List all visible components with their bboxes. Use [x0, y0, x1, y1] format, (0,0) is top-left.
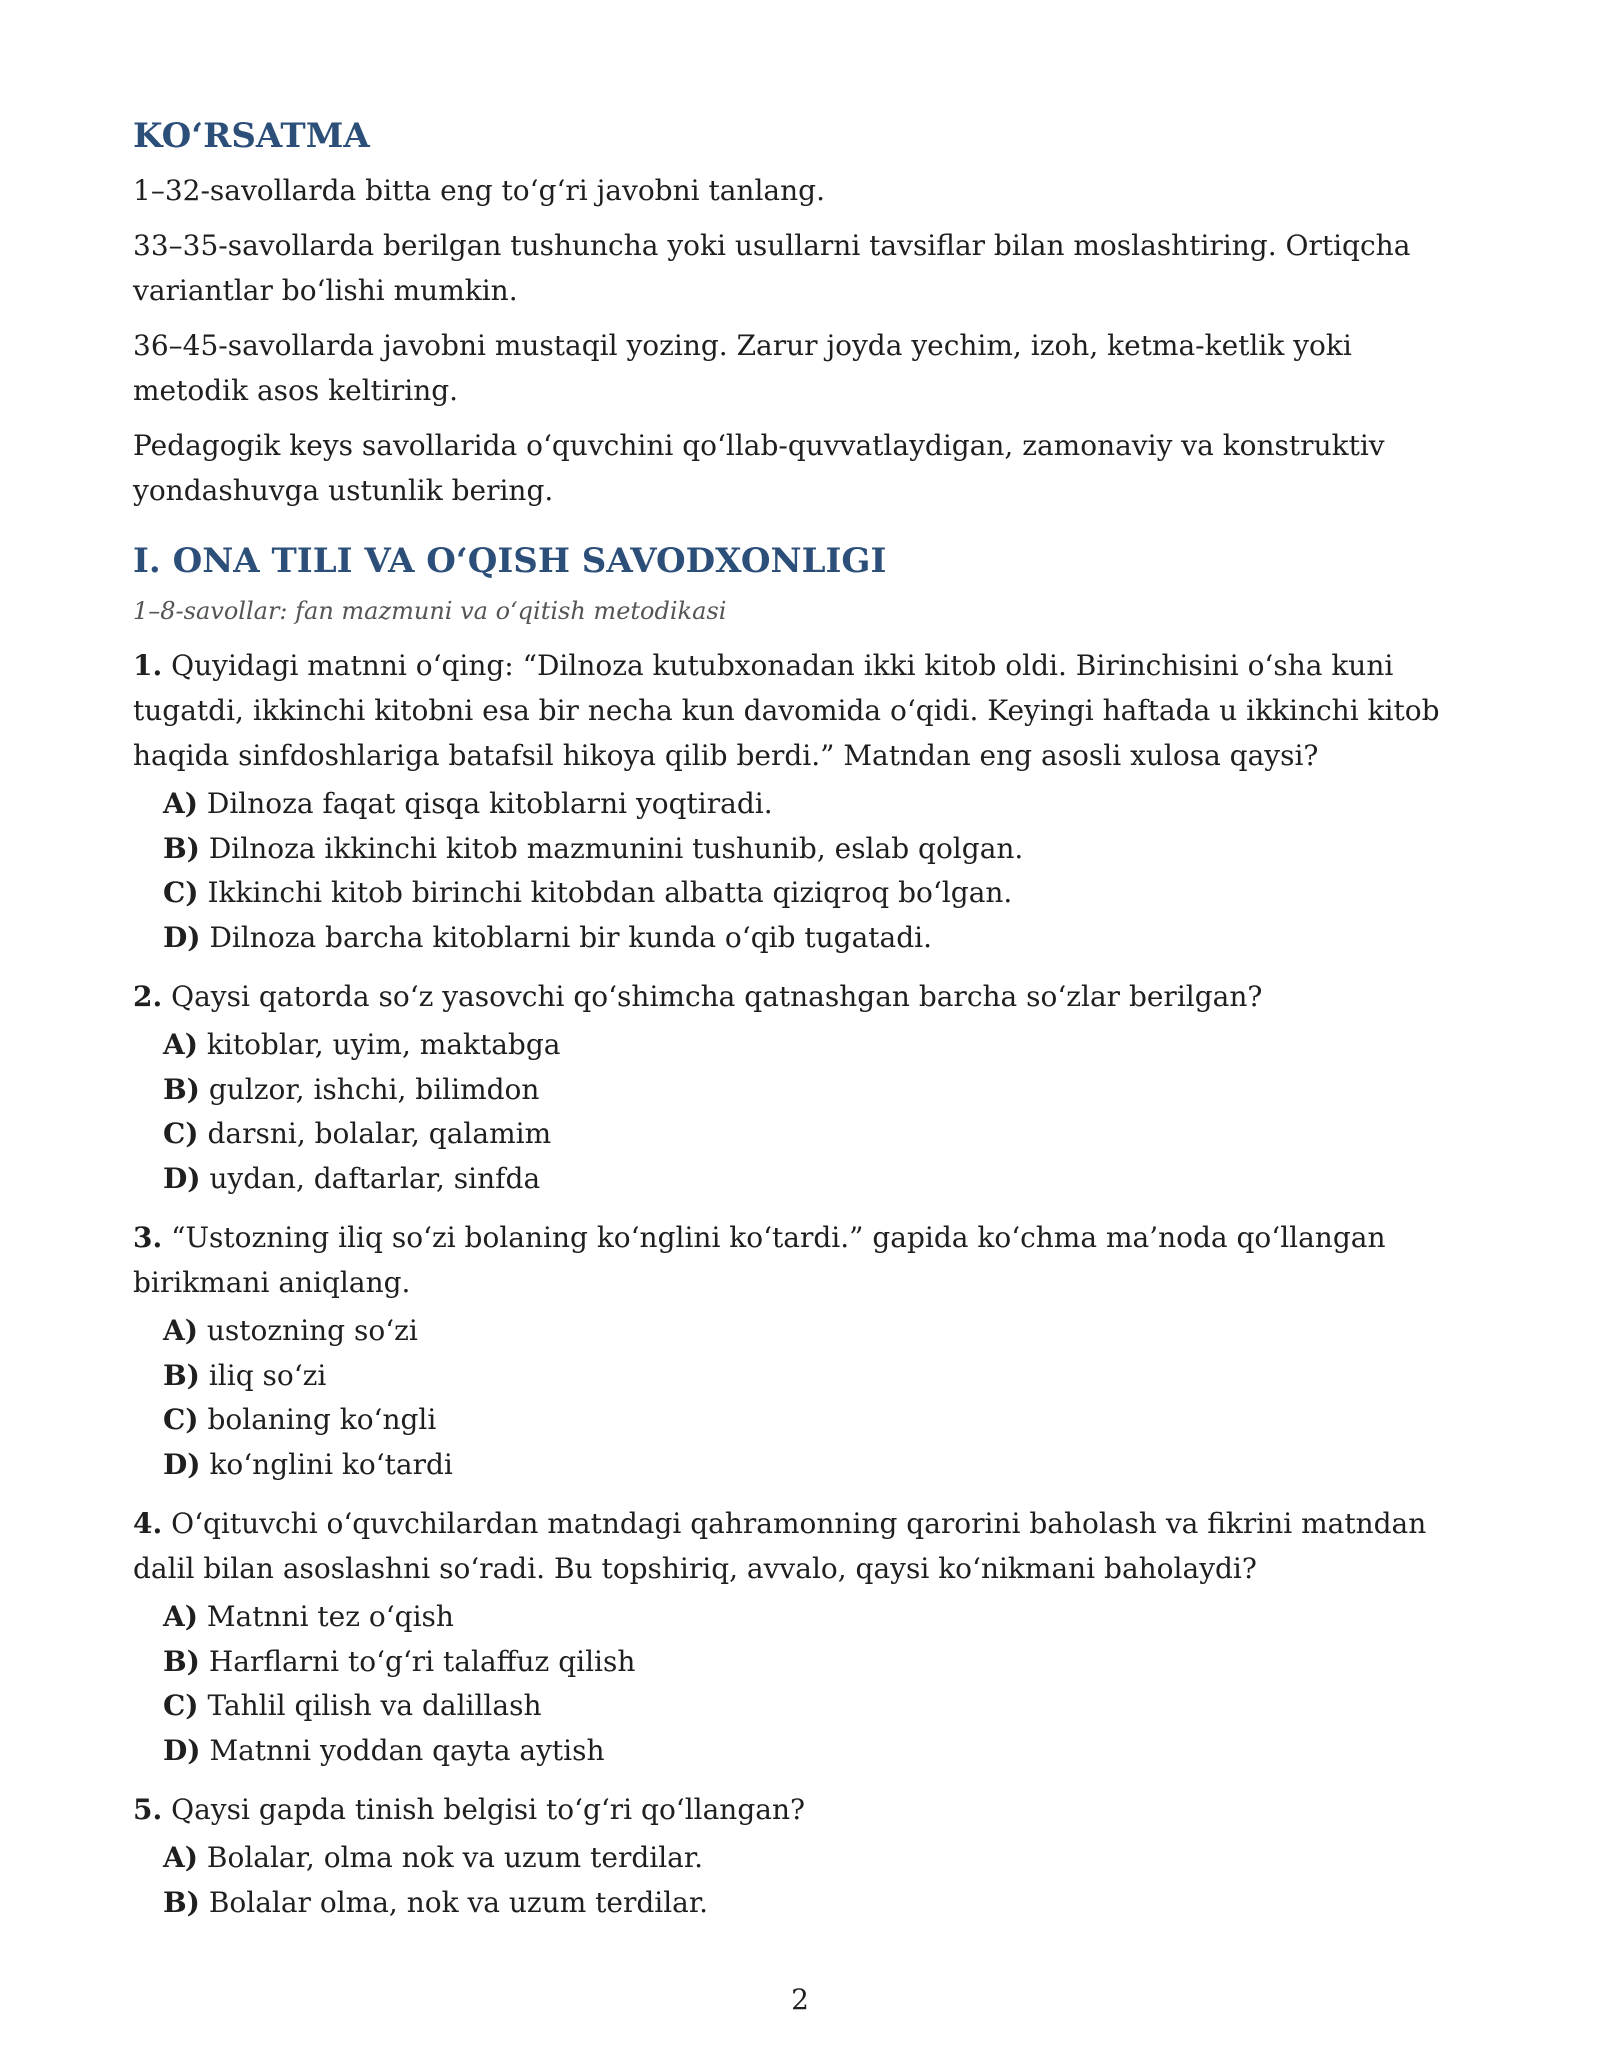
option-b[interactable]: [163, 827, 1463, 872]
option-letter: A): [163, 1314, 198, 1347]
question-body: Qaysi gapda tinish belgisi to‘g‘ri qo‘llangan?: [171, 1793, 805, 1826]
option-a[interactable]: [163, 1836, 1463, 1881]
option-letter: A): [163, 1028, 198, 1061]
instruction-line: 36–45-savollarda javobni mustaqil yozing. Zarur joyda yechim, izoh, ketma-ketlik yoki metodik asos keltiring.: [133, 329, 1352, 407]
question-number: 5.: [133, 1793, 163, 1826]
question-body: Quyidagi matnni o‘qing: “Dilnoza kutubxonadan ikki kitob oldi. Birinchisini o‘sha kuni tugatdi, ikkinchi kitobni esa bir necha kun davomida o‘qidi. Keyingi haftada u ikkinchi kitob haqida sinfdoshlariga batafsil hikoya qilib berdi.” Matndan eng asosli xulosa qaysi?: [133, 649, 1440, 772]
option-b[interactable]: [163, 1354, 1463, 1399]
question-number: 3.: [133, 1221, 163, 1254]
question-3: [133, 1215, 1463, 1487]
options-list: [133, 1836, 1463, 1925]
section-title: I. ONA TILI VA O‘QISH SAVODXONLIGI: [133, 541, 887, 581]
document-page: [133, 112, 1463, 1939]
option-b[interactable]: [163, 1881, 1463, 1926]
option-letter: A): [163, 787, 198, 820]
question-number: 1.: [133, 649, 163, 682]
question-body: “Ustozning iliq so‘zi bolaning ko‘nglini ko‘tardi.” gapida ko‘chma ma’noda qo‘llangan birikmani aniqlang.: [133, 1221, 1386, 1299]
option-d[interactable]: [163, 916, 1463, 961]
option-d[interactable]: [163, 1729, 1463, 1774]
option-a[interactable]: [163, 1595, 1463, 1640]
question-1: [133, 643, 1463, 960]
instruction-line: Pedagogik keys savollarida o‘quvchini qo‘llab-quvvatlaydigan, zamonaviy va konstruktiv yondashuvga ustunlik bering.: [133, 429, 1385, 507]
option-text: Dilnoza barcha kitoblarni bir kunda o‘qib tugatadi.: [209, 920, 933, 954]
option-text: Bolalar, olma nok va uzum terdilar.: [206, 1841, 704, 1874]
question-body: O‘qituvchi o‘quvchilardan matndagi qahramonning qarorini baholash va fikrini matndan dalil bilan asoslashni so‘radi. Bu topshiriq, avvalo, qaysi ko‘nikmani baholaydi?: [133, 1507, 1427, 1585]
question-text: [133, 1787, 1463, 1832]
option-text: Ikkinchi kitob birinchi kitobdan albatta qiziqroq bo‘lgan.: [207, 876, 1013, 909]
option-b[interactable]: [163, 1640, 1463, 1685]
option-a[interactable]: [163, 782, 1463, 827]
option-letter: A): [163, 1841, 198, 1874]
question-4: [133, 1501, 1463, 1773]
instruction-line: 1–32-savollarda bitta eng to‘g‘ri javobni tanlang.: [133, 174, 825, 207]
option-text: ustozning so‘zi: [206, 1314, 418, 1347]
option-c[interactable]: [163, 1112, 1463, 1157]
option-text: Bolalar olma, nok va uzum terdilar.: [208, 1885, 709, 1919]
instruction-line: 33–35-savollarda berilgan tushuncha yoki usullarni tavsiflar bilan moslashtiring. Ortiqcha variantlar bo‘lishi mumkin.: [133, 229, 1411, 307]
option-text: darsni, bolalar, qalamim: [207, 1117, 552, 1150]
option-letter: C): [163, 1117, 199, 1150]
option-b[interactable]: [163, 1068, 1463, 1113]
question-text: [133, 1501, 1463, 1591]
option-letter: B): [163, 1885, 200, 1919]
option-letter: D): [163, 1161, 201, 1195]
question-text: [133, 643, 1463, 778]
option-text: Harflarni to‘g‘ri talaffuz qilish: [208, 1644, 636, 1678]
option-letter: B): [163, 1644, 200, 1678]
option-letter: C): [163, 876, 199, 909]
option-letter: C): [163, 1689, 199, 1722]
options-list: [133, 782, 1463, 960]
question-number: 4.: [133, 1507, 163, 1540]
option-text: ko‘nglini ko‘tardi: [209, 1447, 453, 1481]
option-text: uydan, daftarlar, sinfda: [209, 1161, 541, 1195]
page-number: 2: [791, 1983, 809, 2016]
option-letter: A): [163, 1600, 198, 1633]
question-5: [133, 1787, 1463, 1925]
option-text: iliq so‘zi: [208, 1358, 327, 1392]
options-list: [133, 1309, 1463, 1487]
option-c[interactable]: [163, 1398, 1463, 1443]
option-letter: B): [163, 831, 200, 865]
option-text: Dilnoza ikkinchi kitob mazmunini tushunib, eslab qolgan.: [208, 831, 1024, 865]
option-letter: B): [163, 1072, 200, 1106]
option-text: gulzor, ishchi, bilimdon: [208, 1072, 540, 1106]
question-number: 2.: [133, 980, 163, 1013]
option-a[interactable]: [163, 1023, 1463, 1068]
option-letter: B): [163, 1358, 200, 1392]
option-letter: D): [163, 1447, 201, 1481]
option-d[interactable]: [163, 1157, 1463, 1202]
option-letter: D): [163, 1733, 201, 1767]
option-text: Matnni tez o‘qish: [206, 1600, 454, 1633]
options-list: [133, 1023, 1463, 1201]
instructions-title: KO‘RSATMA: [133, 116, 370, 156]
option-c[interactable]: [163, 871, 1463, 916]
options-list: [133, 1595, 1463, 1773]
question-text: [133, 1215, 1463, 1305]
option-c[interactable]: [163, 1684, 1463, 1729]
option-d[interactable]: [163, 1443, 1463, 1488]
option-letter: C): [163, 1403, 199, 1436]
section-subtitle: 1–8-savollar: fan mazmuni va o‘qitish metodikasi: [133, 597, 727, 625]
option-text: bolaning ko‘ngli: [207, 1403, 437, 1436]
option-letter: D): [163, 920, 201, 954]
option-text: kitoblar, uyim, maktabga: [206, 1028, 561, 1061]
option-text: Matnni yoddan qayta aytish: [209, 1733, 605, 1767]
question-2: [133, 974, 1463, 1201]
question-text: [133, 974, 1463, 1019]
question-body: Qaysi qatorda so‘z yasovchi qo‘shimcha qatnashgan barcha so‘zlar berilgan?: [171, 980, 1263, 1013]
option-text: Tahlil qilish va dalillash: [207, 1689, 542, 1722]
option-text: Dilnoza faqat qisqa kitoblarni yoqtiradi.: [206, 787, 773, 820]
option-a[interactable]: [163, 1309, 1463, 1354]
